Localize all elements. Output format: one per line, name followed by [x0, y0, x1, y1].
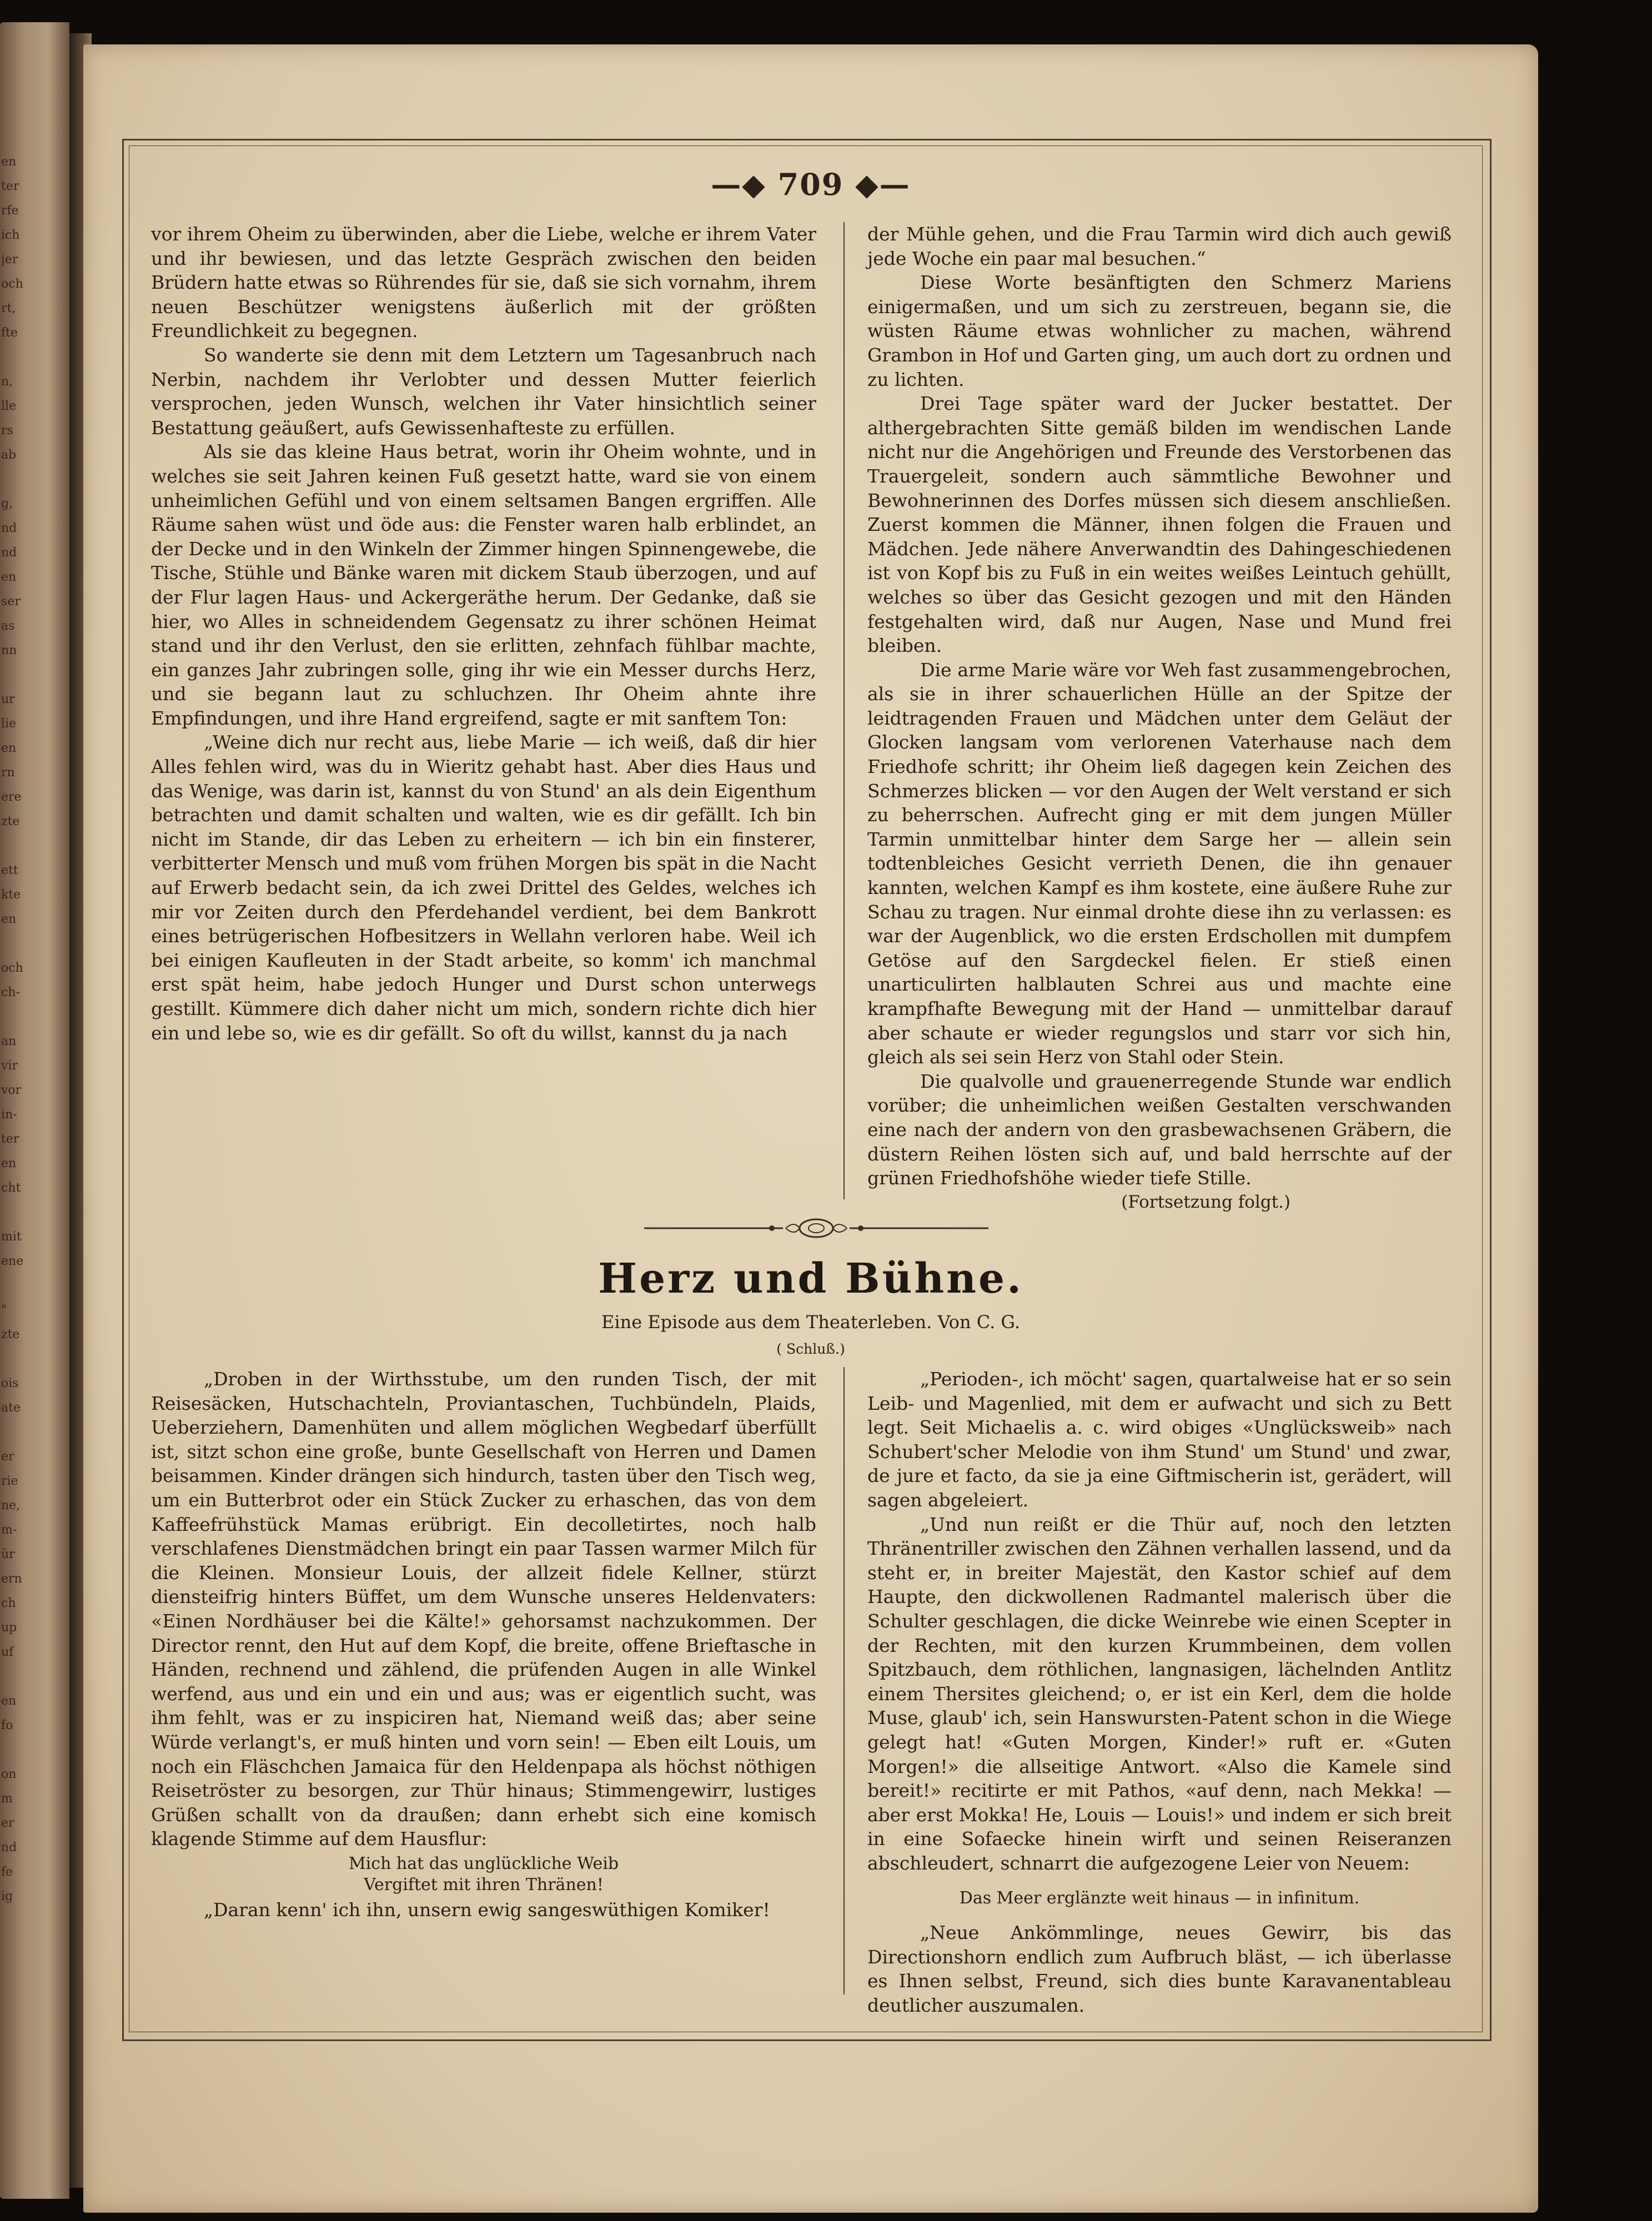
paragraph: „Droben in der Wirthsstube, um den runden Tisch, der mit Reisesäcken, Hutschachteln, Proviantaschen, Tuchbündeln, Plaids, Ueberziehern, Damenhüten und allem möglichen Wegbedarf überfüllt ist, sitzt schon eine große, bunte Gesellschaft von Herren und Damen beisammen. Kinder drängen sich hindurch, tasten über den Tisch weg, um ein Butterbrot oder ein Stück Zucker zu erhaschen, das von dem Kaffeefrühstück Mamas erübrigt. Ein decolletirtes, noch halb verschlafenes Dienstmädchen bringt ein paar Tassen warmer Milch für die Kleinen. Monsieur Louis, der allzeit fidele Kellner, stürzt diensteifrig hinters Büffet, um dem Wunsche unseres Heldenvaters: «Einen Nordhäuser bei die Kälte!» gehorsamst nachzukommen. Der Director rennt, den Hut auf dem Kopf, die breite, offene Brieftasche in Händen, rechnend und zählend, die prüfenden Augen in alle Winkel werfend, aus und ein und ein und aus; was er eigentlich sucht, was ihm fehlt, was er zu inspiciren hat, Niemand weiß das; aber seine Würde verlangt's, er muß hinten und vorn sein! — Eben eilt Louis, um noch ein Fläschchen Jamaica für den Heldenpapa als höchst nöthigen Reisetröster zu besorgen, zur Thür hinaus; Stimmengewirr, lustiges Grüßen schallt von da draußen; dann erhebt sich eine komisch klagende Stimme auf dem Hausflur:: [151, 1368, 816, 1850]
previous-page-text-fragments: en ter rfe ich jer och rt, fte n, lle rs ab g, nd nd en ser as nn ur lie en rn ere zte ett kte en och ch- an vir vor in- ter en cht mit ene " zte ois ate er rie ne, m- ür ern ch up uf en fo on m er nd fe ig: [1, 155, 24, 1903]
paragraph: vor ihrem Oheim zu überwinden, aber die Liebe, welche er ihrem Vater und ihr bewiesen, und das letzte Gespräch zwischen den beiden Brüdern hatte etwas so Rührendes für sie, daß sie sich vornahm, ihrem neuen Beschützer wenigstens äußerlich mit der größten Freundlichkeit zu begegnen.: [151, 223, 816, 342]
top-right-column: [867, 222, 1452, 1214]
paragraph: Drei Tage später ward der Jucker bestattet. Der althergebrachten Sitte gemäß bilden im wendischen Lande nicht nur die Angehörigen und Freunde des Verstorbenen das Trauergeleit, sondern auch sämmtliche Bewohner und Bewohnerinnen des Dorfes müssen sich diesem anschließen. Zuerst kommen die Männer, ihnen folgen die Frauen und Mädchen. Jede nähere Anverwandtin des Dahingeschiedenen ist von Kopf bis zu Fuß in ein weites weißes Leintuch gehüllt, welches so über das Gesicht gezogen und mit den Händen festgehalten wird, daß nur Augen, Nase und Mund frei bleiben.: [867, 393, 1452, 657]
article-subtitle: Eine Episode aus dem Theaterleben. Von C. G.: [601, 1312, 1020, 1333]
top-column-rule: [843, 222, 845, 1199]
top-left-column: [151, 222, 816, 1045]
bottom-right-column: [867, 1367, 1452, 2017]
verse-left: [151, 1853, 816, 1896]
paragraph: Diese Worte besänftigten den Schmerz Mariens einigermaßen, und um sich zu zerstreuen, begann sie, die wüsten Räume etwas wohnlicher zu machen, während Grambon in Hof und Garten ging, um auch dort zu ordnen und zu lichten.: [867, 272, 1452, 390]
bottom-left-column: [151, 1367, 816, 1922]
page-number: —◆ 709 ◆—: [711, 167, 911, 202]
bottom-column-rule: [843, 1367, 845, 1994]
continued-note: (Fortsetzung folgt.): [1121, 1192, 1291, 1212]
bottom-left-paragraphs: [151, 1367, 816, 1851]
article-note: ( Schluß.): [776, 1341, 845, 1357]
article-title: Herz und Bühne.: [598, 1255, 1023, 1303]
bottom-right-paragraphs: [867, 1367, 1452, 1875]
paragraph: Als sie das kleine Haus betrat, worin ihr Oheim wohnte, und in welches sie seit Jahren keinen Fuß gesetzt hatte, ward sie von einem unheimlichen Gefühl und von einem seltsamen Bangen ergriffen. Alle Räume sahen wüst und öde aus: die Fenster waren halb erblindet, an der Decke und in den Winkeln der Zimmer hingen Spinnengewebe, die Tische, Stühle und Bänke waren mit dickem Staub überzogen, und auf der Flur lagen Haus- und Ackergeräthe herum. Der Gedanke, daß sie hier, wo Alles in schneidendem Gegensatz zu ihrer schönen Heimat stand und ihr den Verlust, den sie erlitten, zehnfach fühlbar machte, ein ganzes Jahr zubringen solle, ging ihr wie ein Messer durchs Herz, und sie begann laut zu schluchzen. Ihr Oheim ahnte ihre Empfindungen, und ihre Hand ergreifend, sagte er mit sanftem Ton:: [151, 441, 816, 729]
verse-line: Mich hat das unglückliche Weib: [348, 1853, 619, 1873]
previous-page-edge: [0, 22, 69, 2199]
paragraph: „Perioden-, ich möcht' sagen, quartalweise hat er so sein Leib- und Magenlied, mit dem er aufwacht und sich zu Bett legt. Seit Michaelis a. c. wird obiges «Unglücksweib» nach Schubert'scher Melodie von ihm Stund' um Stund' und zwar, de jure et facto, da sie ja eine Giftmischerin ist, gerädert, will sagen abgeleiert.: [867, 1368, 1452, 1511]
bottom-left-tail-paragraph: „Daran kenn' ich ihn, unsern ewig sangeswüthigen Komiker!: [204, 1898, 770, 1921]
paragraph: „Und nun reißt er die Thür auf, noch den letzten Thränentriller zwischen den Zähnen verhallen lassend, und da steht er, in breiter Majestät, den Kastor schief auf dem Haupte, den dickwollenen Radmantel malerisch über die Schulter geschlagen, die dicke Weinrebe wie einen Scepter in der Rechten, mit den kurzen Krummbeinen, dem vollen Spitzbauch, dem röthlichen, langnasigen, lächelnden Antlitz einem Thersites gleichend; o, er ist ein Kerl, dem die holde Muse, glaub' ich, sein Hanswursten-Patent schon in die Wiege gelegt hat! «Guten Morgen, Kinder!» ruft er. «Guten Morgen!» die allseitige Antwort. «Also die Kamele sind bereit!» recitirte er mit Pathos, «auf denn, nach Mekka! — aber erst Mokka! He, Louis — Louis!» und indem er sich breit in eine Sofaecke hinein wirft und seinen Reiseranzen abschleudert, schnarrt die aufgezogene Leier von Neuem:: [867, 1513, 1452, 1874]
verse-right: Das Meer erglänzte weit hinaus — in infinitum.: [959, 1888, 1360, 1908]
paragraph: „Weine dich nur recht aus, liebe Marie — ich weiß, daß dir hier Alles fehlen wird, was du in Wieritz gehabt hast. Aber dies Haus und das Wenige, was darin ist, kannst du von Stund' an als dein Eigenthum betrachten und damit schalten und walten, wie es dir gefällt. Ich bin nicht im Stande, dir das Leben zu erheitern — ich bin ein finsterer, verbitterter Mensch und muß vom frühen Morgen bis spät in die Nacht auf Erwerb bedacht sein, da ich zwei Drittel des Geldes, welches ich mir vor Zeiten durch den Pferdehandel verdient, bei dem Bankrott eines betrügerischen Hofbesitzers in Wellahn verloren habe. Weil ich bei einigen Kaufleuten in der Stadt arbeite, so komm' ich manchmal erst spät heim, habe jedoch Hunger und Durst schon unterwegs gestillt. Kümmere dich daher nicht um mich, sondern richte dich hier ein und lebe so, wie es dir gefällt. So oft du willst, kannst du ja nach: [151, 731, 816, 1044]
bottom-right-tail-paragraph: „Neue Ankömmlinge, neues Gewirr, bis das Directionshorn endlich zum Aufbruch bläst, — ich überlasse es Ihnen selbst, Freund, sich dies bunte Karavanentableau deutlicher auszumalen.: [867, 1922, 1452, 2016]
section-divider: [644, 1217, 988, 1239]
book-page: [83, 44, 1538, 2213]
paragraph: Die arme Marie wäre vor Weh fast zusammengebrochen, als sie in ihrer schauerlichen Hülle an der Spitze der leidtragenden Frauen und Mädchen unter dem Geläut der Glocken langsam vom verlorenen Vaterhause nach dem Friedhofe schritt; ihr Oheim ließ dagegen kein Zeichen des Schmerzes blicken — vor den Augen der Welt verstand er sich zu beherrschen. Aufrecht ging er mit dem jungen Müller Tarmin unmittelbar hinter dem Sarge her — allein sein todtenbleiches Gesicht verrieth Denen, die ihn genauer kannten, welchen Kampf es ihm kostete, eine äußere Ruhe zur Schau zu tragen. Nur einmal drohte diese ihn zu verlassen: es war der Augenblick, wo die ersten Erdschollen mit dumpfem Getöse auf den Sargdeckel fielen. Er stieß einen unarticulirten halblauten Schrei aus und machte eine krampfhafte Bewegung mit der Hand — unmittelbar darauf aber schaute er wieder regungslos und starr vor sich hin, gleich als sei sein Herz von Stahl oder Stein.: [867, 659, 1452, 1068]
paragraph: der Mühle gehen, und die Frau Tarmin wird dich auch gewiß jede Woche ein paar mal besuchen.“: [867, 223, 1452, 269]
verse-line: Vergiftet mit ihren Thränen!: [364, 1875, 604, 1895]
paragraph: So wanderte sie denn mit dem Letztern um Tagesanbruch nach Nerbin, nachdem ihr Verlobter und dessen Mutter feierlich versprochen, jeden Wunsch, welchen ihr Vater hinsichtlich seiner Bestattung geäußert, aufs Gewissenhafteste zu erfüllen.: [151, 344, 816, 439]
paragraph: Die qualvolle und grauenerregende Stunde war endlich vorüber; die unheimlichen weißen Gestalten verschwanden eine nach der andern von den grasbewachsenen Gräbern, die düstern Reihen lösten sich auf, und bald herrschte auf der grünen Friedhofshöhe wieder tiefe Stille.: [867, 1070, 1452, 1189]
